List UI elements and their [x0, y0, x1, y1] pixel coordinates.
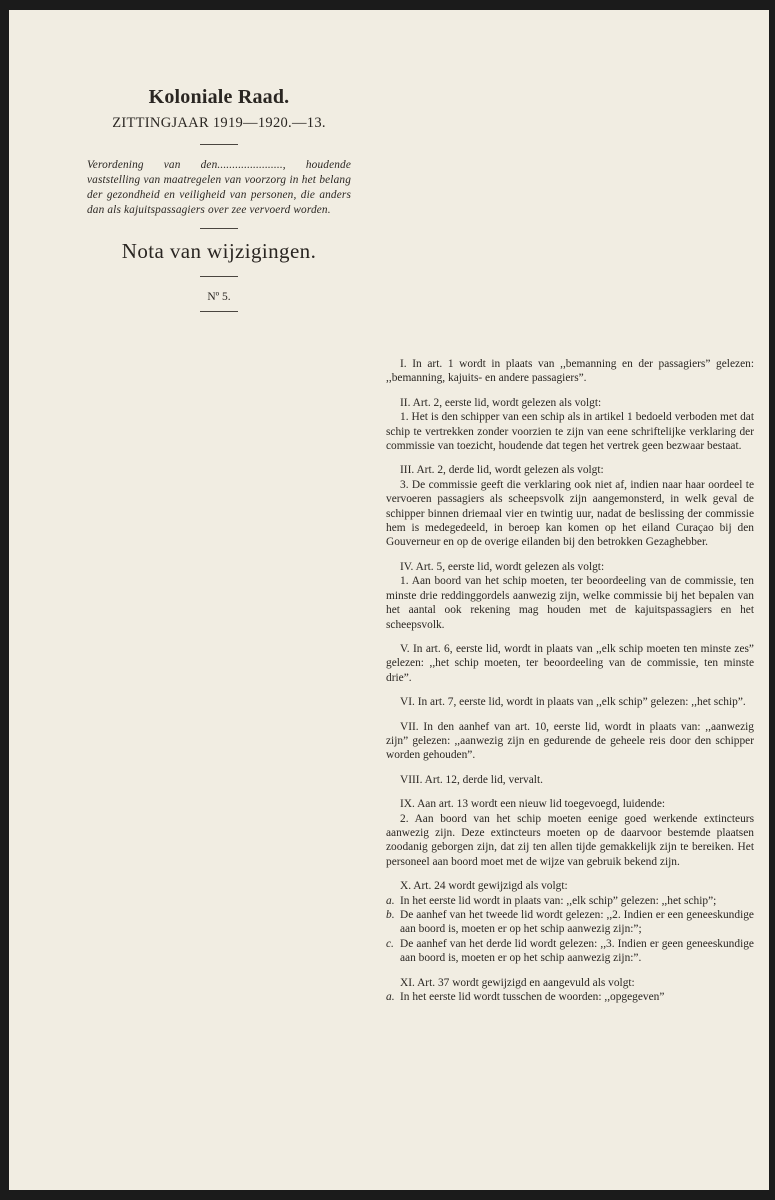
ordinance-subject: Verordening van den......................, houdende vaststelling van maatregelen van voorzorg in het belang der gezondheid en veiligheid van personen, die anders dan als kajuitspassagiers over zee vervoerd worden.	[87, 159, 351, 216]
amendment-sub-item	[386, 908, 754, 937]
amendment-vii	[386, 720, 754, 763]
amendment-text: 1. Aan boord van het schip moeten, ter beoordeeling van de commissie, ten minste drie reddinggordels aanwezig zijn, welke commissie bij het bepalen van het aantal ook rekening mag houden met de kajuitspassagiers en het scheepsvolk.	[386, 575, 754, 631]
item-text: De aanhef van het derde lid wordt gelezen: ,,3. Indien er geen geneeskundige aan boord is, moeten er op het schip aanwezig zijn:”.	[400, 937, 754, 965]
divider-rule	[200, 276, 238, 277]
amendment-iii	[386, 463, 754, 549]
item-marker: c.	[386, 937, 394, 950]
amendment-iv	[386, 560, 754, 632]
item-marker: b.	[386, 909, 395, 921]
amendment-lead: III. Art. 2, derde lid, wordt gelezen als volgt:	[400, 464, 604, 477]
item-marker: a.	[386, 894, 395, 907]
amendment-lead: VI. In art. 7, eerste lid, wordt in plaats van ,,elk schip” gelezen: ,,het schip”.	[400, 696, 746, 709]
amendment-x	[386, 879, 754, 965]
amendment-lead: I. In art. 1 wordt in plaats van ,,bemanning en der passagiers” gelezen: ,,bemanning, kajuits- en andere passagiers”.	[386, 358, 754, 385]
divider-rule	[200, 311, 238, 312]
amendment-lead: IX. Aan art. 13 wordt een nieuw lid toegevoegd, luidende:	[400, 798, 666, 811]
amendment-sub-item	[386, 894, 754, 908]
item-marker: a.	[386, 991, 395, 1004]
council-title: Koloniale Raad.	[148, 86, 290, 108]
item-text: In het eerste lid wordt tusschen de woorden: ,,opgegeven”	[400, 991, 665, 1004]
amendment-sub-item	[386, 937, 754, 966]
amendment-lead: V. In art. 6, eerste lid, wordt in plaats van ,,elk schip moeten ten minste zes” gelezen: ,,het schip moeten, ter beoordeeling van de commissie, ten minste drie”.	[386, 642, 754, 684]
divider-rule	[200, 228, 238, 229]
amendment-lead: II. Art. 2, eerste lid, wordt gelezen als volgt:	[400, 396, 602, 409]
document-page	[9, 10, 769, 1190]
amendment-lead: X. Art. 24 wordt gewijzigd als volgt:	[400, 880, 568, 893]
amendment-i	[386, 357, 754, 386]
item-text: De aanhef van het tweede lid wordt gelezen: ,,2. Indien er een geneeskundige aan boord is, moeten er op het schip aanwezig zijn:”;	[400, 909, 754, 936]
amendment-lead: IV. Art. 5, eerste lid, wordt gelezen als volgt:	[400, 560, 605, 573]
divider-rule	[200, 144, 238, 145]
amendment-sub-item	[386, 990, 754, 1004]
document-title: Nota van wijzigingen.	[121, 239, 317, 263]
amendment-v	[386, 642, 754, 685]
amendments-body	[386, 357, 754, 1014]
amendment-xi	[386, 976, 754, 1005]
session-year: ZITTINGJAAR 1919—1920.—13.	[112, 115, 326, 131]
amendment-ii	[386, 396, 754, 454]
amendment-ix	[386, 797, 754, 869]
amendment-lead: VII. In den aanhef van art. 10, eerste lid, wordt in plaats van: ,,aanwezig zijn” gelezen: ,,aanwezig zijn en gedurende de geheele reis door den schipper worden gehouden”.	[386, 720, 754, 762]
amendment-vi	[386, 695, 754, 709]
document-header	[79, 80, 359, 312]
amendment-lead: VIII. Art. 12, derde lid, vervalt.	[400, 773, 543, 786]
item-text: In het eerste lid wordt in plaats van: ,,elk schip” gelezen: ,,het schip”;	[400, 894, 717, 907]
amendment-viii	[386, 773, 754, 787]
amendment-text: 2. Aan boord van het schip moeten eenige goed werkende extincteurs aanwezig zijn. Deze extincteurs moeten op de daarvoor bestemde plaatsen zoodanig geborgen zijn, dat zij ten allen tijde gemakkelijk zijn te bereiken. Het personeel aan boord moet met de wijze van gebruik bekend zijn.	[386, 812, 754, 868]
amendment-lead: XI. Art. 37 wordt gewijzigd en aangevuld als volgt:	[400, 976, 635, 989]
document-number: Nº 5.	[207, 291, 231, 303]
amendment-text: 3. De commissie geeft die verklaring ook niet af, indien naar haar oordeel te vervoeren passagiers als scheepsvolk zijn aangemonsterd, in welk geval de schipper binnen driemaal vier en twintig uur, nadat de beslissing der commissie hem is medegedeeld, in beroep kan komen op het eiland Curaçao bij den Gouverneur en op de overige eilanden bij den betrokken Gezaghebber.	[386, 478, 754, 549]
amendment-text: 1. Het is den schipper van een schip als in artikel 1 bedoeld verboden met dat schip te vertrekken zonder voorzien te zijn van eene schriftelijke verklaring der commissie van toezicht, houdende dat tegen het vertrek geen bezwaar bestaat.	[386, 411, 754, 453]
